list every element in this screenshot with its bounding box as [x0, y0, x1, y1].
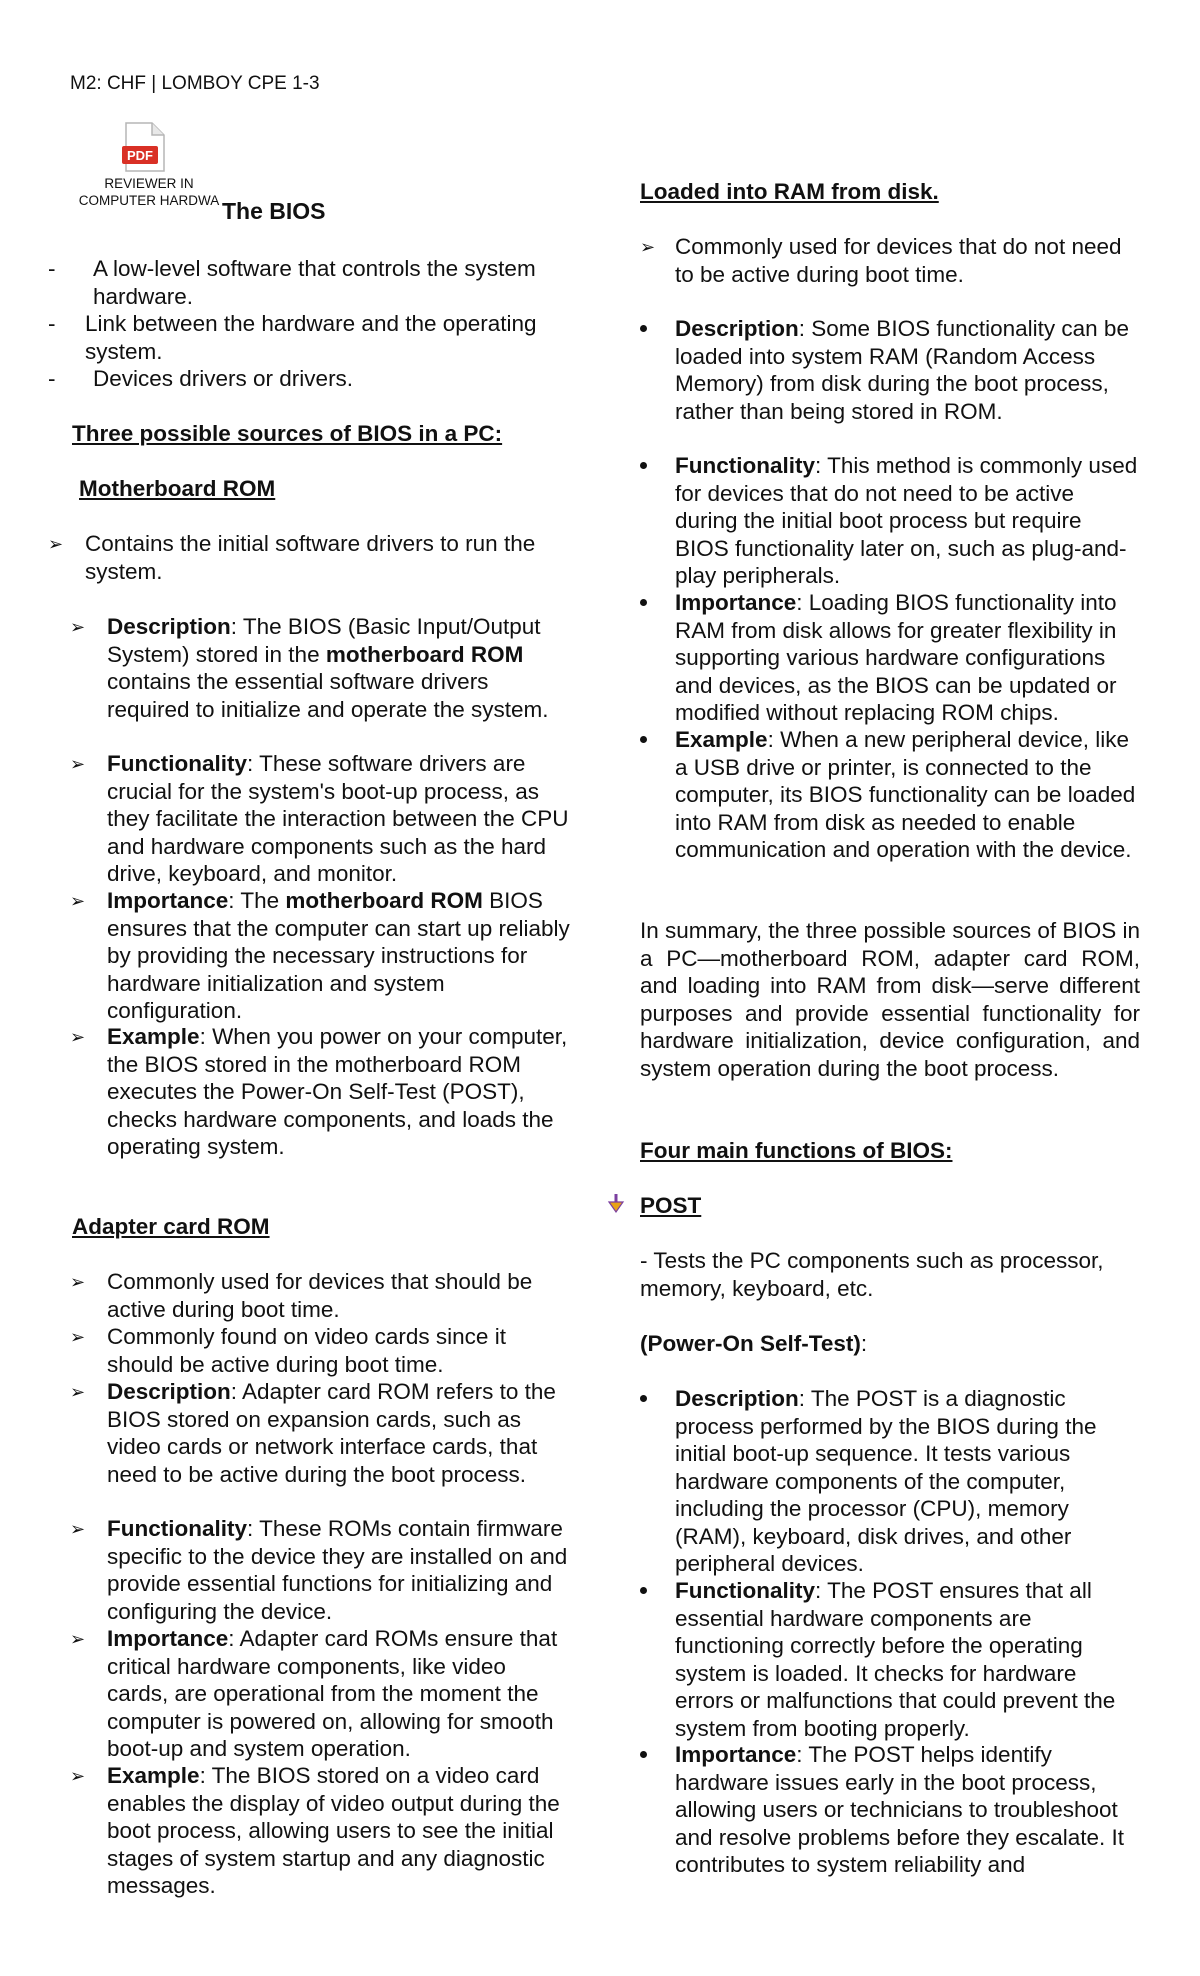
ram-lead: ➢ Commonly used for devices that do not need to be active during boot time. [640, 234, 1122, 287]
intro-item: - A low-level software that controls the system hardware. [48, 256, 536, 309]
intro-item: - Devices drivers or drivers. [48, 366, 354, 391]
motherboard-functionality: ➢ Functionality: These software drivers are crucial for the system's boot-up process, as they facilitate the interaction between the CPU and hardware components such as the hard drive, keyboard, and monitor. [70, 751, 569, 886]
ram-heading: Loaded into RAM from disk. [640, 179, 939, 204]
motherboard-lead: ➢ Contains the initial software drivers to run the system. [48, 531, 536, 584]
adapter-heading: Adapter card ROM [72, 1214, 270, 1239]
ram-example: Example: When a new peripheral device, like a USB drive or printer, is connected to the computer, its BIOS functionality can be loaded into RAM from disk as needed to enable communication and operation with the device. [640, 726, 1140, 864]
pdf-file-caption[interactable] [64, 175, 234, 209]
pdf-caption-line: REVIEWER IN [104, 176, 194, 191]
ram-functionality: Functionality: This method is commonly used for devices that do not need to be active during the initial boot process but require BIOS functionality later on, such as plug-and-play peripherals. [640, 452, 1140, 590]
adapter-item: ➢ Commonly found on video cards since it should be active during boot time. [70, 1324, 506, 1377]
page-title: The BIOS [222, 198, 326, 224]
post-description: Description: The POST is a diagnostic process performed by the BIOS during the initial boot-up sequence. It tests various hardware components of the computer, including the processor (CPU), memory (RAM), keyboard, disk drives, and other peripheral devices. [640, 1385, 1140, 1578]
arrow-bullet-icon [606, 1192, 626, 1216]
post-importance: Importance: The POST helps identify hardware issues early in the boot process, allowing users or technicians to troubleshoot and resolve problems before they escalate. It contributes to system reliability and [640, 1741, 1140, 1879]
pdf-icon-label: PDF [127, 148, 153, 163]
post-heading: POST [640, 1193, 702, 1218]
ram-importance: Importance: Loading BIOS functionality into RAM from disk allows for greater flexibility in supporting various hardware configurations and devices, as the BIOS can be updated or modified without replacing ROM chips. [640, 589, 1140, 727]
post-functionality: Functionality: The POST ensures that all essential hardware components are functioning correctly before the operating system is loaded. It checks for hardware errors or malfunctions that could prevent the system from booting properly. [640, 1577, 1140, 1742]
adapter-example: ➢ Example: The BIOS stored on a video card enables the display of video output during the boot process, allowing users to see the initial stages of system startup and any diagnostic messages. [70, 1763, 560, 1898]
summary-paragraph: In summary, the three possible sources of BIOS in a PC—motherboard ROM, adapter card ROM, and loading into RAM from disk—serve different purposes and provide essential functionality for hardware initialization, device configuration, and system operation during the boot process. [640, 918, 1140, 1081]
ram-description: Description: Some BIOS functionality can be loaded into system RAM (Random Access Memory) from disk during the boot process, rather than being stored in ROM. [640, 315, 1140, 425]
motherboard-example: ➢ Example: When you power on your computer, the BIOS stored in the motherboard ROM executes the Power-On Self-Test (POST), checks hardware components, and loads the operating system. [70, 1024, 568, 1159]
functions-heading: Four main functions of BIOS: [640, 1138, 953, 1163]
adapter-item: ➢ Commonly used for devices that should be active during boot time. [70, 1269, 533, 1322]
page-header: M2: CHF | LOMBOY CPE 1-3 [70, 73, 320, 94]
sources-heading: Three possible sources of BIOS in a PC: [72, 421, 503, 446]
adapter-functionality: ➢ Functionality: These ROMs contain firmware specific to the device they are installed on and provide essential functions for initializing and configuring the device. [70, 1516, 568, 1624]
pdf-file-icon[interactable] [122, 122, 166, 172]
intro-item: - Link between the hardware and the operating system. [48, 311, 537, 364]
post-desc: - Tests the PC components such as processor, memory, keyboard, etc. [640, 1248, 1104, 1301]
pdf-caption-line: COMPUTER HARDWA [78, 193, 220, 208]
motherboard-importance: ➢ Importance: The motherboard ROM BIOS ensures that the computer can start up reliably by providing the necessary instructions for hardware initialization and system configuration. [70, 888, 570, 1023]
adapter-importance: ➢ Importance: Adapter card ROMs ensure that critical hardware components, like video cards, are operational from the moment the computer is powered on, allowing for smooth boot-up and system operation. [70, 1626, 558, 1761]
motherboard-description: ➢ Description: The BIOS (Basic Input/Output System) stored in the motherboard ROM contains the essential software drivers required to initialize and operate the system. [70, 614, 549, 722]
adapter-description: ➢ Description: Adapter card ROM refers to the BIOS stored on expansion cards, such as video cards or network interface cards, that need to be active during the boot process. [70, 1379, 556, 1487]
motherboard-heading: Motherboard ROM [79, 476, 276, 501]
post-subheading: (Power-On Self-Test): [640, 1331, 868, 1356]
